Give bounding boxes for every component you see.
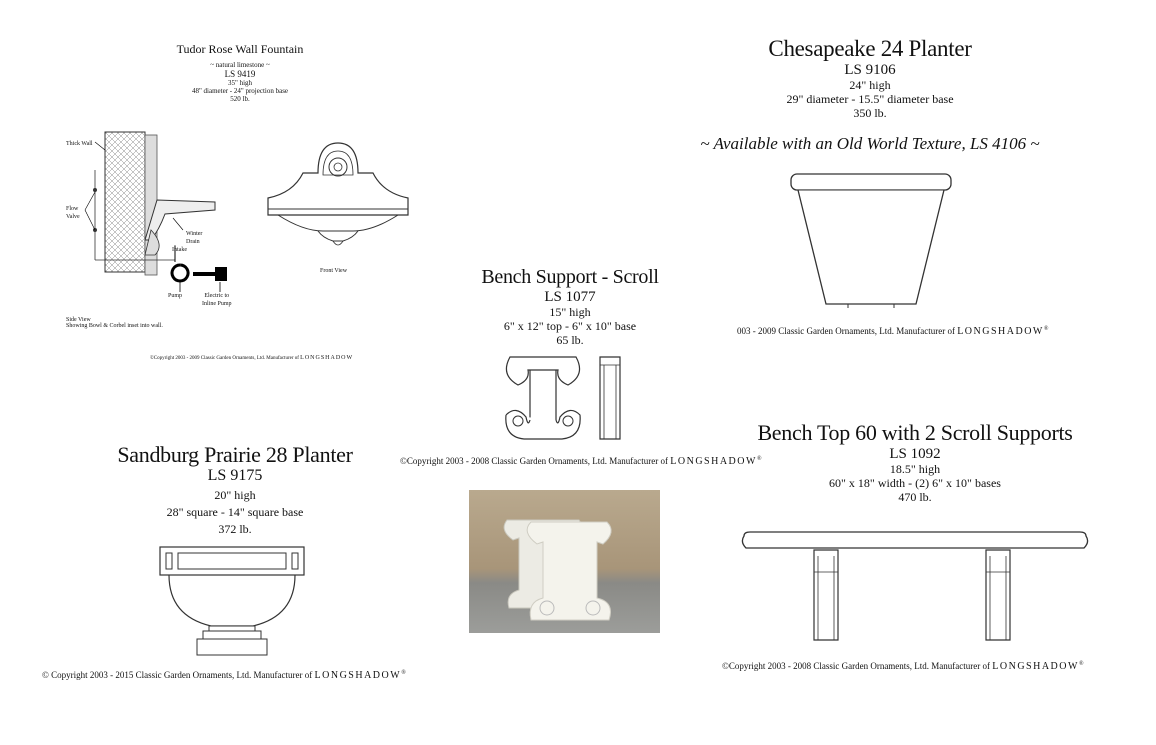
tudor-side-view-drawing <box>55 130 295 330</box>
tudor-dims: 48" diameter - 24" projection base <box>191 87 289 95</box>
chesapeake-spec-block <box>720 36 1020 120</box>
bench-top-copyright-text: ©Copyright 2003 - 2008 Classic Garden Ornaments, Ltd. Manufacturer of <box>722 661 991 671</box>
chesapeake-copyright <box>737 326 1048 337</box>
tudor-title: Tudor Rose Wall Fountain <box>176 42 304 56</box>
bench-support-copyright-text: ©Copyright 2003 - 2008 Classic Garden Ornaments, Ltd. Manufacturer of <box>400 456 669 466</box>
label-front-view: Front View <box>320 268 348 274</box>
chesapeake-weight: 350 lb. <box>853 106 887 120</box>
tudor-brand: LONGSHADOW <box>300 355 354 361</box>
tudor-spec-block <box>150 42 330 103</box>
bench-top-copyright <box>722 661 1084 672</box>
chesapeake-height: 24" high <box>849 78 891 92</box>
bench-support-reg-mark: ® <box>756 456 762 462</box>
sandburg-brand: LONGSHADOW <box>314 670 402 681</box>
chesapeake-planter-drawing <box>786 172 956 312</box>
tudor-front-view-drawing <box>263 143 413 253</box>
label-flow-valve: Flow Valve <box>66 206 80 220</box>
label-pump: Pump <box>168 293 183 299</box>
chesapeake-code: LS 9106 <box>844 62 896 78</box>
chesapeake-dims: 29" diameter - 15.5" diameter base <box>786 92 954 106</box>
bench-support-height: 15" high <box>549 305 591 319</box>
bench-support-title: Bench Support - Scroll <box>481 266 659 288</box>
chesapeake-title: Chesapeake 24 Planter <box>768 36 972 61</box>
tudor-weight: 520 lb. <box>230 95 250 103</box>
bench-support-brand: LONGSHADOW <box>670 456 757 467</box>
bench-top-spec-block <box>740 420 1090 504</box>
label-electric: Electric to Inline Pump <box>202 293 232 307</box>
bench-support-dims: 6" x 12" top - 6" x 10" base <box>503 319 637 333</box>
label-intake: Intake <box>172 247 187 253</box>
sandburg-title: Sandburg Prairie 28 Planter <box>117 442 353 467</box>
sandburg-weight: 372 lb. <box>218 522 252 536</box>
bench-top-weight: 470 lb. <box>898 490 932 504</box>
sandburg-copyright <box>42 670 406 681</box>
tudor-material: ~ natural limestone ~ <box>210 61 270 69</box>
sandburg-dims: 28" square - 14" square base <box>166 505 304 519</box>
bench-top-title: Bench Top 60 with 2 Scroll Supports <box>757 420 1073 445</box>
bench-support-photo-render <box>469 490 660 633</box>
bench-top-code: LS 1092 <box>889 446 941 462</box>
bench-support-copyright <box>400 456 762 467</box>
bench-support-code: LS 1077 <box>544 289 596 305</box>
bench-support-drawing <box>500 355 640 445</box>
bench-top-dims: 60" x 18" width - (2) 6" x 10" bases <box>829 476 1001 490</box>
chesapeake-brand: LONGSHADOW <box>957 326 1044 337</box>
label-winter-drain: Winter Drain <box>186 231 203 245</box>
sandburg-planter-drawing <box>159 546 309 658</box>
sandburg-code: LS 9175 <box>207 467 263 484</box>
chesapeake-copyright-text: 003 - 2009 Classic Garden Ornaments, Ltd. Manufacturer of <box>737 326 955 336</box>
bench-support-photo <box>469 490 660 633</box>
bench-top-reg-mark: ® <box>1078 661 1084 667</box>
label-side-view: Side View <box>66 317 91 323</box>
sandburg-reg-mark: ® <box>401 670 406 676</box>
bench-support-spec-block <box>450 266 690 347</box>
chesapeake-texture-note: ~ Available with an Old World Texture, LS 4106 ~ <box>700 134 1040 153</box>
bench-top-drawing <box>740 530 1090 645</box>
bench-top-height: 18.5" high <box>889 462 941 476</box>
bench-top-brand: LONGSHADOW <box>992 661 1079 672</box>
chesapeake-reg-mark: ® <box>1043 326 1049 332</box>
tudor-height: 35" high <box>227 79 253 87</box>
sandburg-height: 20" high <box>214 488 256 502</box>
label-thick-wall: Thick Wall <box>66 141 93 147</box>
tudor-copyright-text: ©Copyright 2003 - 2009 Classic Garden Ornaments, Ltd. Manufacturer of <box>150 356 299 361</box>
sandburg-spec-block <box>90 442 380 538</box>
label-side-view-desc: Showing Bowl & Corbel inset into wall. <box>66 323 163 329</box>
bench-support-weight: 65 lb. <box>556 333 584 347</box>
tudor-copyright <box>150 355 353 361</box>
sandburg-copyright-text: © Copyright 2003 - 2015 Classic Garden Ornaments, Ltd. Manufacturer of <box>42 670 313 680</box>
tudor-code: LS 9419 <box>224 69 256 79</box>
